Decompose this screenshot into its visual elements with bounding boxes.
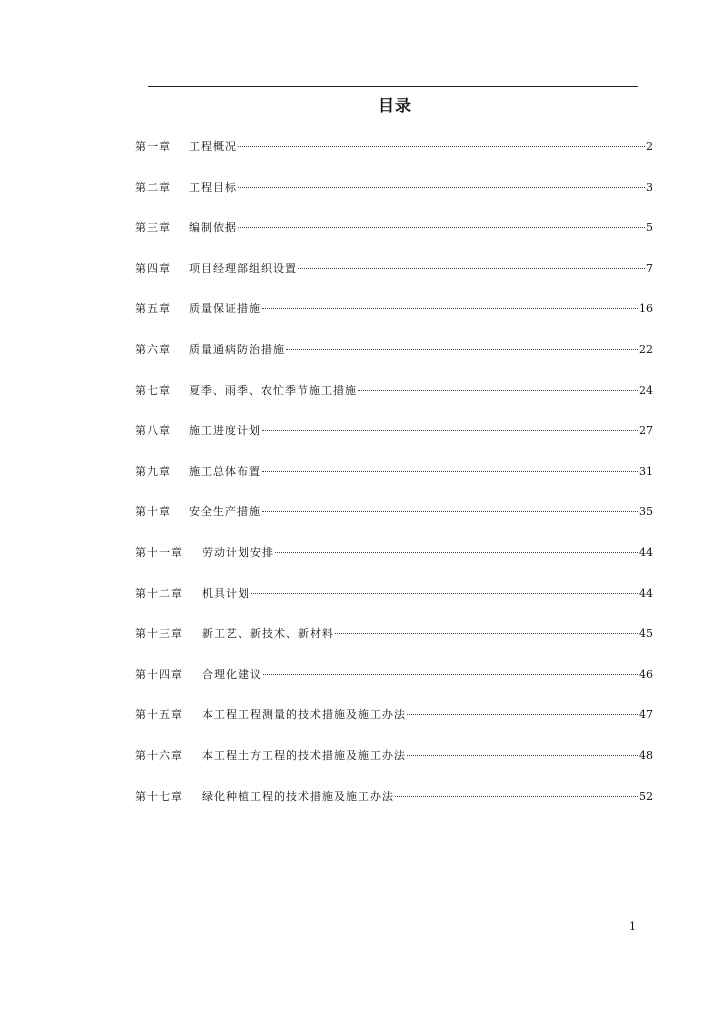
toc-page-number: 35	[639, 505, 653, 519]
toc-dot-leader	[335, 633, 638, 634]
toc-dot-leader	[238, 146, 645, 147]
toc-entry[interactable]	[135, 502, 653, 543]
toc-entry-title: 工程概况	[189, 140, 237, 153]
toc-entry[interactable]	[135, 705, 653, 746]
toc-entry-title: 项目经理部组织设置	[189, 261, 297, 275]
toc-page-number: 45	[639, 627, 653, 641]
toc-entry[interactable]	[135, 665, 653, 706]
toc-entry-title: 安全生产措施	[189, 505, 261, 519]
toc-entry[interactable]	[135, 340, 653, 381]
toc-dot-leader	[251, 593, 638, 594]
toc-page-number: 16	[639, 302, 653, 316]
header-rule	[148, 86, 638, 87]
toc-page-number: 3	[646, 180, 653, 194]
toc-chapter-label: 第五章	[135, 302, 171, 316]
toc-chapter-label: 第六章	[135, 342, 171, 356]
toc-entry-title: 劳动计划安排	[202, 545, 274, 559]
toc-chapter-label: 第十三章	[135, 627, 183, 641]
toc-chapter-label: 第七章	[135, 383, 171, 397]
toc-entry[interactable]	[135, 299, 653, 340]
toc-dot-leader	[238, 227, 645, 228]
toc-entry[interactable]	[135, 584, 653, 625]
toc-dot-leader	[275, 552, 638, 553]
toc-chapter-label: 第十章	[135, 505, 171, 519]
toc-title: 目录	[377, 96, 412, 115]
toc-page-number: 46	[639, 667, 653, 681]
toc-entry-title: 新工艺、新技术、新材料	[202, 627, 334, 641]
toc-entry-title: 本工程工程测量的技术措施及施工办法	[202, 708, 406, 722]
toc-entry-title: 施工进度计划	[189, 424, 261, 438]
toc-page-number: 22	[639, 342, 653, 356]
toc-dot-leader	[395, 796, 638, 797]
toc-entry[interactable]	[135, 543, 653, 584]
toc-dot-leader	[262, 471, 638, 472]
toc-page-number: 48	[639, 748, 653, 762]
toc-entry-title: 机具计划	[202, 586, 250, 600]
toc-chapter-label: 第十一章	[135, 545, 183, 559]
toc-entry[interactable]	[135, 218, 653, 259]
toc-entry-title: 质量保证措施	[189, 302, 261, 316]
toc-chapter-label: 第十四章	[135, 667, 183, 681]
toc-page-number: 27	[639, 424, 653, 438]
toc-dot-leader	[238, 187, 645, 188]
toc-dot-leader	[262, 308, 638, 309]
toc-entry-title: 工程目标	[189, 180, 237, 194]
toc-chapter-label: 第十二章	[135, 586, 183, 600]
toc-page-number: 31	[639, 464, 653, 478]
toc-chapter-label: 第八章	[135, 424, 171, 438]
toc-chapter-label: 第二章	[135, 180, 171, 194]
toc-entry[interactable]	[135, 381, 653, 422]
toc-entry-title: 本工程土方工程的技术措施及施工办法	[202, 748, 406, 762]
toc-entry[interactable]	[135, 746, 653, 787]
toc-entry[interactable]	[135, 787, 653, 828]
toc-entry-title: 合理化建议	[202, 667, 262, 681]
toc-entry-title: 编制依据	[189, 221, 237, 235]
toc-chapter-label: 第四章	[135, 261, 171, 275]
toc-entry-title: 夏季、雨季、农忙季节施工措施	[189, 383, 357, 397]
toc-dot-leader	[286, 349, 638, 350]
toc-chapter-label: 第十六章	[135, 748, 183, 762]
toc-dot-leader	[407, 714, 638, 715]
toc-chapter-label: 第一章	[135, 140, 171, 153]
toc-dot-leader	[263, 674, 638, 675]
toc-page-number: 7	[646, 261, 653, 275]
toc-page-number: 44	[639, 545, 653, 559]
toc-chapter-label: 第三章	[135, 221, 171, 235]
toc-list	[135, 137, 653, 827]
toc-entry[interactable]	[135, 421, 653, 462]
toc-chapter-label: 第九章	[135, 464, 171, 478]
toc-entry[interactable]	[135, 259, 653, 300]
toc-dot-leader	[407, 755, 638, 756]
toc-entry[interactable]	[135, 178, 653, 219]
toc-dot-leader	[262, 430, 638, 431]
toc-page-number: 44	[639, 586, 653, 600]
page-footer-number: 1	[629, 920, 636, 933]
toc-entry[interactable]	[135, 137, 653, 178]
toc-entry[interactable]	[135, 624, 653, 665]
toc-entry-title: 质量通病防治措施	[189, 342, 285, 356]
toc-page-number: 5	[646, 221, 653, 235]
toc-entry-title: 施工总体布置	[189, 464, 261, 478]
toc-dot-leader	[298, 268, 645, 269]
toc-chapter-label: 第十七章	[135, 789, 183, 803]
toc-entry-title: 绿化种植工程的技术措施及施工办法	[202, 789, 394, 803]
toc-page-number: 2	[646, 140, 653, 153]
toc-dot-leader	[358, 390, 638, 391]
toc-page-number: 47	[639, 708, 653, 722]
toc-entry[interactable]	[135, 462, 653, 503]
toc-page-number: 52	[639, 789, 653, 803]
toc-dot-leader	[262, 511, 638, 512]
toc-chapter-label: 第十五章	[135, 708, 183, 722]
toc-page-number: 24	[639, 383, 653, 397]
